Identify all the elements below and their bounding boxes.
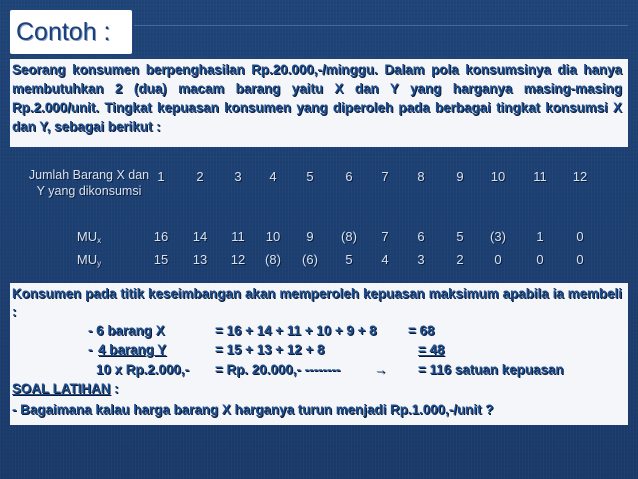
muy-cell-1: 15 [153,252,169,267]
cost-item: 10 x Rp.2.000,- [96,362,190,377]
intro-panel [10,59,628,147]
right-arrow-icon: → [374,362,388,377]
table-header-label: Jumlah Barang X dan Y yang dikonsumsi [28,168,150,198]
x-item: - 6 barang X [88,323,165,338]
title-box [10,10,132,54]
muy-cell-4: (8) [265,252,281,267]
muy-cell-9: 2 [456,252,464,267]
mux-cell-9: 5 [456,229,464,244]
muy-row-label [69,252,109,268]
mux-cell-11: 1 [536,229,544,244]
cost-total: = 116 satuan kepuasan [418,362,564,377]
quantity-cell-6: 6 [345,169,353,184]
exercise-title: SOAL LATIHAN [12,381,111,396]
muy-cell-5: (6) [302,252,318,267]
mux-cell-12: 0 [576,229,584,244]
y-total: = 48 [418,342,445,357]
muy-label-sub: y [97,259,102,268]
mux-cell-7: 7 [381,229,389,244]
quantity-cell-12: 12 [572,169,588,184]
mux-cell-5: 9 [306,229,314,244]
muy-label-text: MU [76,252,98,267]
quantity-cell-10: 10 [490,169,506,184]
x-sum: = 16 + 14 + 11 + 10 + 9 + 8 [215,323,377,338]
equilibrium-panel [10,283,628,425]
exercise-heading [12,380,622,398]
y-dash: - [88,342,93,357]
muy-cell-2: 13 [192,252,208,267]
intro-text: Seorang konsumen berpenghasilan Rp.20.000,-/minggu. Dalam pola konsumsinya dia hanya membutuhkan 2 (dua) macam barang yaitu X dan Y yang harganya masing-masing Rp.2.000/unit. Tingkat kepuasan konsumen yang diperoleh pada berbagai tingkat konsumsi X dan Y, sebagai berikut : [12,62,622,134]
mux-label-text: MU [76,229,98,244]
slide-title: Contoh : [16,18,111,46]
quantity-cell-3: 3 [234,169,242,184]
quantity-cell-2: 2 [196,169,204,184]
y-item: 4 barang Y [98,342,167,357]
exercise-colon: : [110,381,119,396]
quantity-cell-7: 7 [381,169,389,184]
mux-row-label [69,229,109,245]
title-divider [134,25,628,26]
mux-cell-10: (3) [490,229,506,244]
muy-cell-6: 5 [345,252,353,267]
mux-cell-1: 16 [153,229,169,244]
muy-cell-10: 0 [494,252,502,267]
mux-cell-2: 14 [192,229,208,244]
mux-cell-6: (8) [341,229,357,244]
muy-cell-7: 4 [381,252,389,267]
cost-sum: = Rp. 20.000,- -------- [215,362,341,377]
muy-cell-11: 0 [536,252,544,267]
mux-label-sub: x [97,236,102,245]
quantity-cell-5: 5 [306,169,314,184]
quantity-cell-9: 9 [456,169,464,184]
mux-cell-4: 10 [265,229,281,244]
mux-cell-8: 6 [417,229,425,244]
quantity-cell-1: 1 [157,169,165,184]
quantity-cell-11: 11 [533,169,547,184]
muy-cell-12: 0 [576,252,584,267]
quantity-cell-8: 8 [417,169,425,184]
muy-cell-8: 3 [417,252,425,267]
x-total: = 68 [408,323,435,338]
muy-cell-3: 12 [230,252,246,267]
y-sum: = 15 + 13 + 12 + 8 [215,342,325,357]
exercise-question: - Bagaimana kalau harga barang X harganya turun menjadi Rp.1.000,-/unit ? [12,402,494,417]
mux-cell-3: 11 [231,229,245,244]
equilibrium-intro: Konsumen pada titik keseimbangan akan memperoleh kepuasan maksimum apabila ia membeli : [12,286,622,319]
quantity-cell-4: 4 [269,169,277,184]
